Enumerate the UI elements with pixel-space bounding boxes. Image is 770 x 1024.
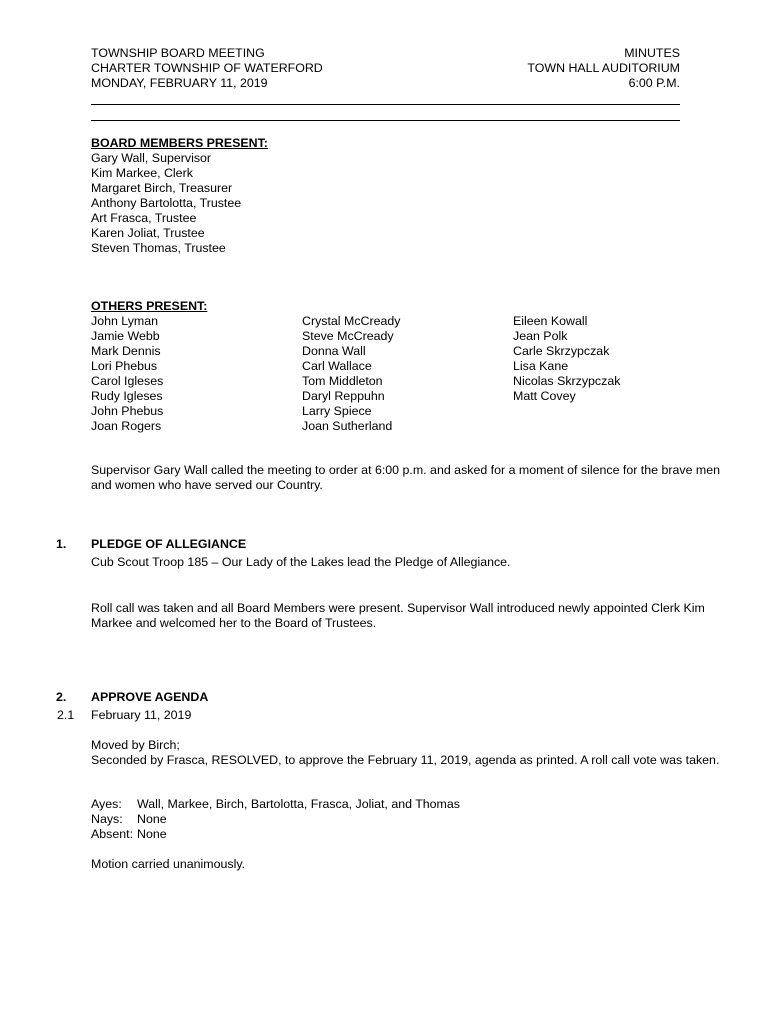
roll-call-paragraph: Roll call was taken and all Board Members were present. Supervisor Wall introduced newly appointed Clerk Kim Markee and welcomed her to the Board of Trustees. [91,601,705,630]
seconded-paragraph: Seconded by Frasca, RESOLVED, to approve the February 11, 2019, agenda as printed. A roll call vote was taken. [91,753,720,767]
others-column-3 [513,314,620,404]
attendee: Donna Wall [302,344,366,358]
vote-label: Nays: [91,812,123,826]
vote-row-ayes [91,797,721,812]
attendee: Rudy Igleses [91,389,163,403]
section-2-1-title: February 11, 2019 [91,708,192,722]
meeting-time: 6:00 P.M. [628,76,680,90]
attendee: Joan Sutherland [302,419,393,433]
attendee: Mark Dennis [91,344,161,358]
attendee: Crystal McCready [302,314,401,328]
attendee: Jean Polk [513,329,568,343]
attendee: Carle Skrzypczak [513,344,610,358]
vote-value: None [137,812,167,826]
attendee: Larry Spiece [302,404,372,418]
township-name: CHARTER TOWNSHIP OF WATERFORD [91,61,323,75]
board-members-heading: BOARD MEMBERS PRESENT: [91,136,268,150]
section-1-number: 1. [56,537,67,551]
board-member: Karen Joliat, Trustee [91,226,205,240]
attendee: Carol Igleses [91,374,164,388]
header-left [91,46,323,91]
others-present-heading-wrap [91,299,721,314]
vote-row-absent [91,827,721,842]
others-present-heading: OTHERS PRESENT: [91,299,208,313]
attendee: Eileen Kowall [513,314,588,328]
document-type: MINUTES [624,46,680,60]
attendee: Joan Rogers [91,419,162,433]
board-member: Steven Thomas, Trustee [91,241,226,255]
section-1-title: PLEDGE OF ALLEGIANCE [91,537,247,551]
vote-tally [91,797,721,842]
board-member: Gary Wall, Supervisor [91,151,212,165]
section-2-1-number: 2.1 [57,708,75,722]
attendee: Lori Phebus [91,359,158,373]
attendee: John Phebus [91,404,164,418]
meeting-title: TOWNSHIP BOARD MEETING [91,46,265,60]
header-rule-bottom [91,120,680,121]
section-2-title: APPROVE AGENDA [91,690,209,704]
call-to-order-paragraph: Supervisor Gary Wall called the meeting to order at 6:00 p.m. and asked for a moment of silence for the brave men and women who have served our Country. [91,463,721,492]
board-member: Margaret Birch, Treasurer [91,181,233,195]
moved-by-line: Moved by Birch; [91,738,180,752]
meeting-date: MONDAY, FEBRUARY 11, 2019 [91,76,268,90]
attendee: Nicolas Skrzypczak [513,374,621,388]
vote-label: Ayes: [91,797,122,811]
attendee: Steve McCready [302,329,394,343]
attendee: Matt Covey [513,389,576,403]
attendee: Carl Wallace [302,359,372,373]
attendee: John Lyman [91,314,159,328]
vote-value: None [137,827,167,841]
board-members-section [91,136,721,256]
attendee: Daryl Reppuhn [302,389,385,403]
board-member: Art Frasca, Trustee [91,211,197,225]
header-rule-top [91,104,680,105]
vote-value: Wall, Markee, Birch, Bartolotta, Frasca, Joliat, and Thomas [137,797,460,811]
others-column-2 [302,314,400,434]
vote-label: Absent: [91,827,134,841]
attendee: Jamie Webb [91,329,160,343]
board-member: Kim Markee, Clerk [91,166,193,180]
attendee: Lisa Kane [513,359,569,373]
meeting-location: TOWN HALL AUDITORIUM [527,61,680,75]
attendee: Tom Middleton [302,374,383,388]
motion-result: Motion carried unanimously. [91,857,246,871]
header-right [527,46,680,91]
board-member: Anthony Bartolotta, Trustee [91,196,242,210]
vote-row-nays [91,812,721,827]
pledge-line: Cub Scout Troop 185 – Our Lady of the Lakes lead the Pledge of Allegiance. [91,555,511,569]
others-column-1 [91,314,163,434]
section-2-number: 2. [56,690,67,704]
